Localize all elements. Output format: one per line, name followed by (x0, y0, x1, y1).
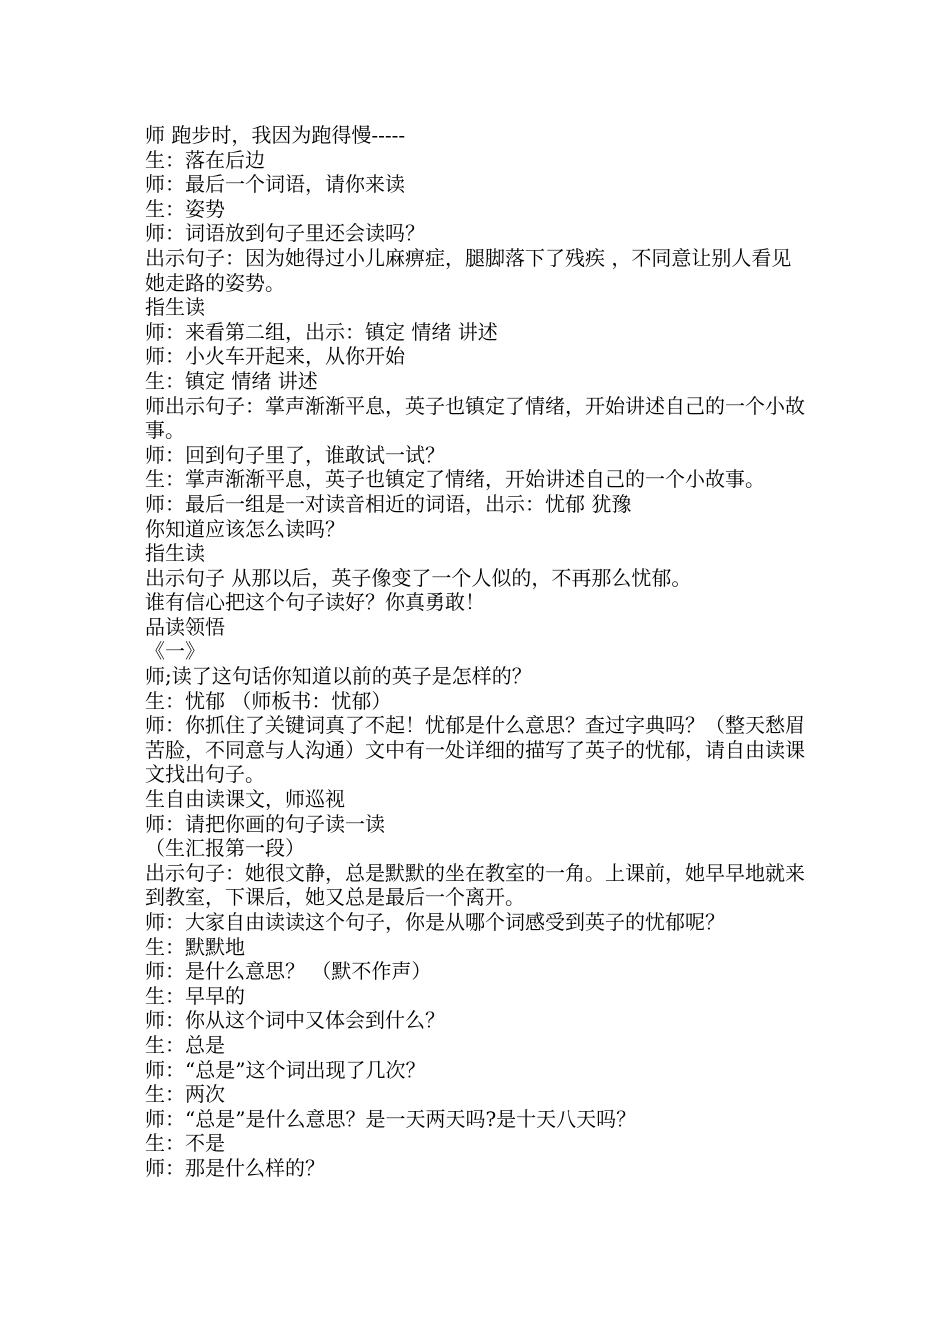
text-line: 师：你从这个词中又体会到什么？ (145, 1008, 445, 1033)
text-line: 生：总是 (145, 1032, 225, 1057)
text-line: 出示句子：因为她得过小儿麻痹症，腿脚落下了残疾 ，不同意让别人看见她走路的姿势。 (145, 245, 792, 295)
text-line: 师 跑步时，我因为跑得慢----- (145, 123, 406, 147)
text-line: 生自由读课文，师巡视 (145, 787, 345, 812)
text-line: 生：姿势 (145, 196, 225, 221)
text-line: 生：默默地 (145, 934, 245, 959)
text-line: 师：“总是”是什么意思？是一天两天吗?是十天八天吗？ (145, 1106, 637, 1131)
text-line: 师：回到句子里了，谁敢试一试？ (145, 442, 445, 467)
text-line: 师：来看第二组，出示：镇定 情绪 讲述 (145, 319, 498, 344)
text-line: 生：两次 (145, 1082, 225, 1107)
text-line: 谁有信心把这个句子读好？你真勇敢！ (145, 590, 485, 615)
text-line: 生：镇定 情绪 讲述 (145, 368, 318, 393)
text-line: 师：是什么意思？ （默不作声） (145, 959, 432, 984)
text-line: 师：大家自由读读这个句子，你是从哪个词感受到英子的忧郁呢？ (145, 910, 725, 934)
text-line: 指生读 (145, 541, 205, 566)
text-line: 师;读了这句话你知道以前的英子是怎样的？ (145, 664, 532, 689)
text-line: 师：最后一组是一对读音相近的词语，出示：忧郁 犹豫 (145, 491, 632, 516)
text-line: 师：最后一个词语，请你来读 (145, 172, 405, 197)
text-line: 师：“总是”这个词出现了几次？ (145, 1057, 426, 1082)
lesson-transcript (145, 123, 810, 1181)
text-line: 生：掌声渐渐平息，英子也镇定了情绪，开始讲述自己的一个小故事。 (145, 467, 765, 492)
text-line: 出示句子：她很文静，总是默默的坐在教室的一角。上课前，她早早地就来到教室，下课后，她又总是最后一个离开。 (145, 860, 805, 910)
text-line: 师：那是什么样的？ (145, 1155, 325, 1180)
text-line: 生：不是 (145, 1131, 225, 1156)
text-line: 出示句子 从那以后，英子像变了一个人似的，不再那么忧郁。 (145, 565, 692, 590)
section-number: 《一》 (145, 639, 205, 664)
section-heading: 品读领悟 (145, 614, 225, 639)
text-line: 师：你抓住了关键词真了不起！忧郁是什么意思？查过字典吗？（整天愁眉苦脸，不同意与人沟通）文中有一处详细的描写了英子的忧郁，请自由读课文找出句子。 (145, 713, 805, 787)
text-line: 指生读 (145, 295, 205, 320)
text-line: 生：落在后边 (145, 147, 265, 172)
text-line: 师：词语放到句子里还会读吗？ (145, 221, 425, 246)
text-line: 生：早早的 (145, 983, 245, 1008)
text-line: 你知道应该怎么读吗？ (145, 516, 345, 541)
text-line: 师：请把你画的句子读一读 (145, 811, 385, 836)
text-line: 师出示句子：掌声渐渐平息，英子也镇定了情绪，开始讲述自己的一个小故事。 (145, 393, 805, 443)
text-line: 师：小火车开起来，从你开始 (145, 344, 405, 369)
text-line: 生：忧郁 （师板书：忧郁） (145, 688, 392, 713)
text-line: （生汇报第一段） (145, 836, 305, 861)
